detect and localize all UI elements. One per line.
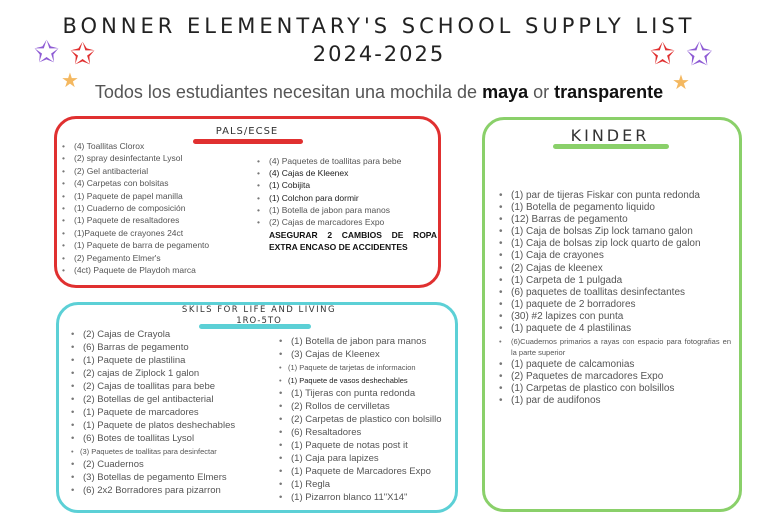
list-item: • (1) Paquete de resaltadores <box>62 214 209 226</box>
list-item: • (1)Paquete de crayones 24ct <box>62 227 209 239</box>
list-item: • (1) paquete de 4 plastilinas <box>499 323 731 335</box>
star-icon: ✩ <box>70 37 96 72</box>
school-year: 2024-2025 <box>312 42 446 66</box>
kinder-heading: KINDER <box>570 126 650 145</box>
list-item: • (6) Botes de toallitas Lysol <box>71 432 235 445</box>
list-item: • (1) Paquete de platos deshechables <box>71 419 235 432</box>
list-item: • (1) Paquete de marcadores <box>71 406 235 419</box>
list-item: • (2) spray desinfectante Lysol <box>62 152 209 164</box>
list-item: • (1) Paquete de Marcadores Expo <box>279 465 442 478</box>
backpack-note-mesh: maya <box>482 82 529 102</box>
star-icon: ✩ <box>650 37 676 72</box>
list-item: • (1) Botella de jabon para manos <box>279 335 442 348</box>
pals-ecse-section <box>54 116 441 288</box>
skils-list-right <box>279 335 442 504</box>
star-icon: ✩ <box>686 35 713 73</box>
list-item: • (6) Resaltadores <box>279 426 442 439</box>
list-item: • (2) Rollos de cervilletas <box>279 400 442 413</box>
list-item: • (2) Botellas de gel antibacterial <box>71 393 235 406</box>
list-item: • (2) Gel antibacterial <box>62 165 209 177</box>
heading-brush-stroke <box>193 139 303 144</box>
list-item: • (1) Caja de bolsas zip lock quarto de galon <box>499 238 731 250</box>
backpack-note-or: or <box>528 82 555 102</box>
list-item: • (6) Barras de pegamento <box>71 341 235 354</box>
list-item: • (2) Cajas de marcadores Expo <box>257 216 401 228</box>
list-item: • (1) par de tijeras Fiskar con punta redonda <box>499 190 731 202</box>
backpack-note <box>0 82 758 103</box>
list-item: • (4) Carpetas con bolsitas <box>62 177 209 189</box>
list-item: • (1) Colchon para dormir <box>257 192 401 204</box>
list-item: • (4) Paquetes de toallitas para bebe <box>257 155 401 167</box>
list-item: • (1) Carpeta de 1 pulgada <box>499 275 731 287</box>
list-item: • (1) Regla <box>279 478 442 491</box>
list-item: • (1) Caja de crayones <box>499 250 731 262</box>
list-item: • (6) 2x2 Borradores para pizarron <box>71 484 235 497</box>
list-item: • (6) paquetes de toallitas desinfectantes <box>499 287 731 299</box>
star-icon: ✩ <box>34 35 60 70</box>
list-item: • (3) Paquetes de toallitas para desinfectar <box>71 445 235 458</box>
list-item: • (3) Cajas de Kleenex <box>279 348 442 361</box>
list-item: • (1) Botella de pegamento liquido <box>499 202 731 214</box>
list-item: • (2) cajas de Ziplock 1 galon <box>71 367 235 380</box>
list-item: • (1) Paquete de papel manilla <box>62 190 209 202</box>
skils-grades: 1RO-5TO <box>236 316 282 326</box>
list-item: • (1) Caja de bolsas Zip lock tamano galon <box>499 226 731 238</box>
list-item: • (1) paquete de 2 borradores <box>499 299 731 311</box>
list-item: • (2) Cajas de kleenex <box>499 263 731 275</box>
backpack-note-clear: transparente <box>554 82 664 102</box>
list-item: • (1) Paquete de notas post it <box>279 439 442 452</box>
list-item: • (6)Cuadernos primarios a rayas con espacio para fotografias en la parte superior <box>499 335 731 359</box>
list-item: • (1) Caja para lapizes <box>279 452 442 465</box>
list-item: • (4ct) Paquete de Playdoh marca <box>62 264 209 276</box>
skils-list-left <box>71 328 235 497</box>
list-item: • (12) Barras de pegamento <box>499 214 731 226</box>
list-item: • (1) Cobijita <box>257 179 401 191</box>
skils-heading: SKILS FOR LIFE AND LIVING <box>181 305 337 315</box>
list-item: • (1) Paquete de plastilina <box>71 354 235 367</box>
list-item: • (1) Pizarron blanco 11"X14" <box>279 491 442 504</box>
pals-clothing-note: ASEGURAR 2 CAMBIOS DE ROPA EXTRA ENCASO DE ACCIDENTES <box>269 230 437 252</box>
star-icon: ★ <box>672 70 690 94</box>
list-item: • (1) par de audifonos <box>499 395 731 407</box>
list-item: • (1) Paquete de barra de pegamento <box>62 239 209 251</box>
list-item: • (1) Paquete de tarjetas de informacion <box>279 361 442 374</box>
kinder-list <box>499 190 731 408</box>
list-item: • (1) Cuaderno de composición <box>62 202 209 214</box>
list-item: • (1) Tijeras con punta redonda <box>279 387 442 400</box>
skils-section <box>56 302 458 513</box>
pals-heading: PALS/ECSE <box>215 126 279 137</box>
list-item: • (4) Cajas de Kleenex <box>257 167 401 179</box>
list-item: • (1) Paquete de vasos deshechables <box>279 374 442 387</box>
kinder-section <box>482 117 742 512</box>
list-item: • (4) Toallitas Clorox <box>62 140 209 152</box>
list-item: • (1) Carpetas de plastico con bolsillos <box>499 383 731 395</box>
list-item: • (2) Paquetes de marcadores Expo <box>499 371 731 383</box>
list-item: • (2) Cajas de toallitas para bebe <box>71 380 235 393</box>
pals-list-left <box>62 140 209 276</box>
list-item: • (30) #2 lapizes con punta <box>499 311 731 323</box>
list-item: • (1) paquete de calcamonias <box>499 359 731 371</box>
list-item: • (3) Botellas de pegamento Elmers <box>71 471 235 484</box>
page-title: BONNER ELEMENTARY'S SCHOOL SUPPLY LIST <box>62 14 696 38</box>
list-item: • (2) Pegamento Elmer's <box>62 252 209 264</box>
list-item: • (2) Cuadernos <box>71 458 235 471</box>
backpack-note-text: Todos los estudiantes necesitan una mochila de <box>94 82 483 102</box>
list-item: • (2) Cajas de Crayola <box>71 328 235 341</box>
pals-list-right <box>257 155 401 228</box>
star-icon: ★ <box>61 68 79 92</box>
list-item: • (1) Botella de jabon para manos <box>257 204 401 216</box>
list-item: • (2) Carpetas de plastico con bolsillo <box>279 413 442 426</box>
